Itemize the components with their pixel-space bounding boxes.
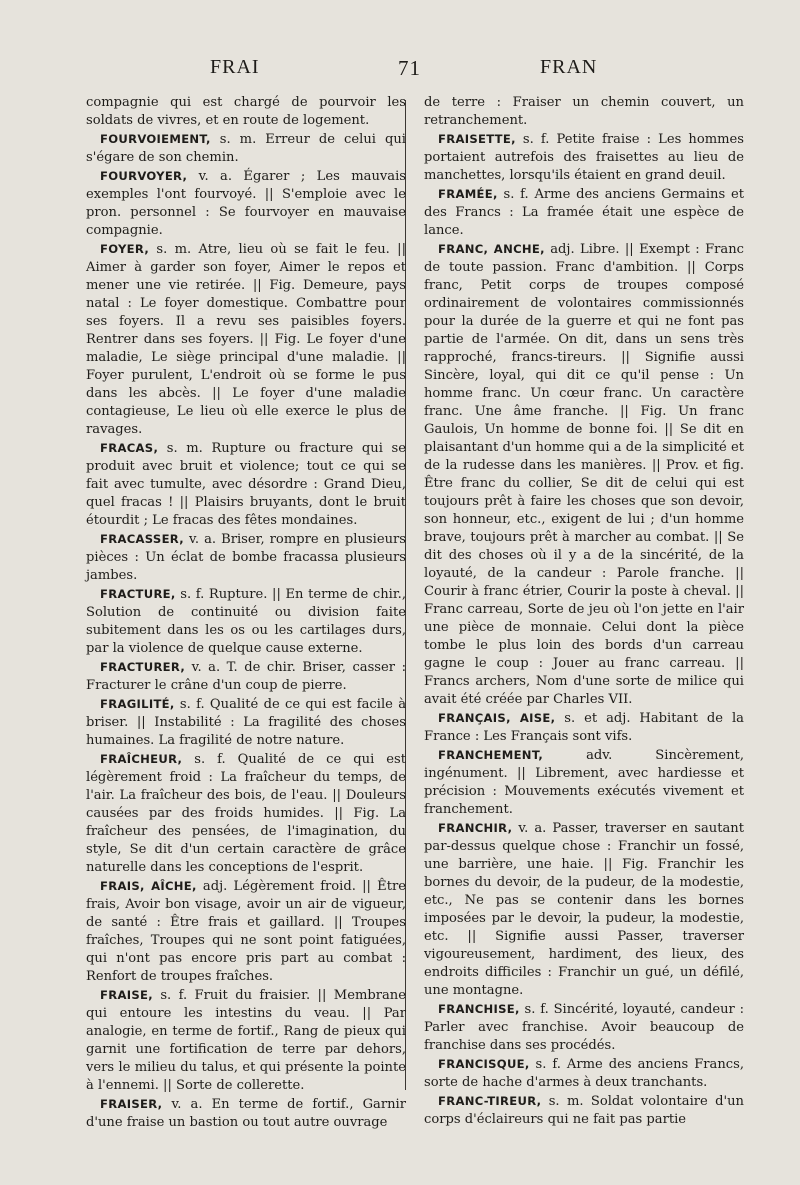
dictionary-entry — [86, 167, 406, 240]
entry-headword: FRAISE, — [100, 988, 153, 1002]
entry-definition: s. f. Arme des anciens Germains et des Francs : La framée était une espèce de lance. — [424, 187, 744, 238]
dictionary-entry — [424, 1000, 744, 1055]
dictionary-entry — [86, 695, 406, 750]
header-left-guideword: FRAI — [210, 56, 260, 78]
entry-definition: s. f. Fruit du fraisier. || Membrane qui entoure les intestins du veau. || Par analogie, en terme de fortif., Rang de pieux qui garnit une fortification de terre par dehors, vers le milieu du talus, et qui présente la pointe à l'ennemi. || Sorte de collerette. — [86, 988, 406, 1093]
entry-headword: FRAMÉE, — [438, 187, 498, 201]
entry-definition: v. a. Passer, traverser en sautant par-dessus quelque chose : Franchir un fossé, une barrière, une haie. || Fig. Franchir les bornes du devoir, de la pudeur, de la modestie, etc., Ne pas se contenir dans les bornes imposées par le devoir, la pudeur, la modestie, etc. || Signifie aussi Passer, traverser vigoureusement, hardiment, des lieux, des endroits difficiles : Franchir un gué, un défilé, une montagne. — [424, 821, 744, 998]
entry-definition: s. f. Qualité de ce qui est légèrement froid : La fraîcheur du temps, de l'air. La fraîcheur des bois, de l'eau. || Douleurs causées par des froids humides. || Fig. La fraîcheur des pensées, de l'imagination, du style, Se dit d'un certain caractère de grâce naturelle dans les conceptions de l'esprit. — [86, 752, 406, 875]
entry-headword: FRANCHIR, — [438, 821, 513, 835]
dictionary-entry — [86, 439, 406, 530]
entry-definition: s. m. Erreur de celui qui s'égare de son chemin. — [86, 132, 406, 165]
entry-headword: FRAÎCHEUR, — [100, 752, 183, 766]
entry-headword: FRANCHEMENT, — [438, 748, 544, 762]
left-column — [86, 94, 406, 1132]
dictionary-entry — [424, 240, 744, 709]
entry-headword: FRANCISQUE, — [438, 1057, 530, 1071]
entry-headword: FRANC, ANCHE, — [438, 242, 545, 256]
entry-definition: v. a. Égarer ; Les mauvais exemples l'ont fourvoyé. || S'emploie avec le pron. personnel : Se fourvoyer en mauvaise compagnie. — [86, 169, 406, 238]
left-entries — [86, 130, 406, 1132]
right-entries — [424, 130, 744, 1129]
entry-definition: s. f. Petite fraise : Les hommes portaient autrefois des fraisettes au lieu de manchettes, lorsqu'ils étaient en grand deuil. — [424, 132, 744, 183]
entry-definition: s. m. Atre, lieu où se fait le feu. || Aimer à garder son foyer, Aimer le repos et mener une vie retirée. || Fig. Demeure, pays natal : Le foyer domestique. Combattre pour ses foyers. Il a revu ses paisibles foyers. Rentrer dans ses foyers. || Fig. Le foyer d'une maladie, Le siège principal d'une maladie. || Foyer purulent, L'endroit où se forme le pus dans les abcès. || Le foyer d'une maladie contagieuse, Le lieu où elle exerce le plus de ravages. — [86, 242, 406, 437]
entry-headword: FRAGILITÉ, — [100, 697, 175, 711]
page-header — [80, 56, 740, 86]
dictionary-entry — [424, 709, 744, 746]
dictionary-entry — [86, 750, 406, 877]
page-number: 71 — [398, 56, 421, 80]
dictionary-entry — [86, 877, 406, 986]
entry-definition: adj. Légèrement froid. || Être frais, Avoir bon visage, avoir un air de vigueur, de santé : Être frais et gaillard. || Troupes fraîches, Troupes qui ne sont point fatiguées, qui n'ont pas encore pris part au combat : Renfort de troupes fraîches. — [86, 879, 406, 984]
entry-headword: FRAIS, AÎCHE, — [100, 879, 197, 893]
entry-definition: s. m. Rupture ou fracture qui se produit avec bruit et violence; tout ce qui se fait avec tumulte, avec désordre : Grand Dieu, quel fracas ! || Plaisirs bruyants, dont le bruit étourdit ; Le fracas des fêtes mondaines. — [86, 441, 406, 528]
entry-definition: v. a. Briser, rompre en plusieurs pièces : Un éclat de bombe fracassa plusieurs jambes. — [86, 532, 406, 583]
dictionary-entry — [424, 1055, 744, 1092]
entry-headword: FOURVOYER, — [100, 169, 188, 183]
dictionary-entry — [424, 819, 744, 1000]
dictionary-entry — [86, 658, 406, 695]
entry-headword: FRACASSER, — [100, 532, 184, 546]
entry-definition: v. a. En terme de fortif., Garnir d'une fraise un bastion ou tout autre ouvrage — [86, 1097, 406, 1130]
dictionary-entry — [424, 185, 744, 240]
entry-headword: FOYER, — [100, 242, 150, 256]
entry-headword: FRANCHISE, — [438, 1002, 520, 1016]
header-right-guideword: FRAN — [540, 56, 598, 78]
entry-definition: s. et adj. Habitant de la France : Les Français sont vifs. — [424, 711, 744, 744]
left-continuation: compagnie qui est chargé de pourvoir les soldats de vivres, et en route de logement. — [86, 95, 406, 128]
entry-definition: s. f. Qualité de ce qui est facile à briser. || Instabilité : La fragilité des choses humaines. La fragilité de notre nature. — [86, 697, 406, 748]
dictionary-entry — [86, 1095, 406, 1132]
entry-definition: adj. Libre. || Exempt : Franc de toute passion. Franc d'ambition. || Corps franc, Petit corps de troupes composé ordinairement de volontaires commissionnés pour la durée de la guerre et qui ne font pas partie de l'armée. On dit, dans un sens très rapproché, francs-tireurs. || Signifie aussi Sincère, loyal, qui dit ce qu'il pense : Un homme franc. Un cœur franc. Un caractère franc. Une âme franche. || Fig. Un franc Gaulois, Un homme de bonne foi. || Se dit en plaisantant d'un homme qui a de la simplicité et de la rudesse dans les manières. || Prov. et fig. Être franc du collier, Se dit de celui qui est toujours prêt à faire les choses que son devoir, son honneur, etc., exigent de lui ; d'un homme brave, toujours prêt à marcher au combat. || Se dit des choses où il y a de la sincérité, de la loyauté, de la candeur : Parole franche. || Courir à franc étrier, Courir la poste à cheval. || Franc carreau, Sorte de jeu où l'on jette en l'air une pièce de monnaie. Celui dont la pièce tombe le plus loin des bords d'un carreau gagne le coup : Jouer au franc carreau. || Francs archers, Nom d'une sorte de milice qui avait été créée par Charles VII. — [424, 242, 744, 707]
entry-headword: FRANÇAIS, AISE, — [438, 711, 556, 725]
entry-definition: s. f. Sincérité, loyauté, candeur : Parler avec franchise. Avoir beaucoup de franchise dans ses procédés. — [424, 1002, 744, 1053]
dictionary-entry — [86, 130, 406, 167]
entry-definition: s. f. Arme des anciens Francs, sorte de hache d'armes à deux tranchants. — [424, 1057, 744, 1090]
dictionary-entry — [424, 1092, 744, 1129]
dictionary-entry — [424, 130, 744, 185]
entry-headword: FRACAS, — [100, 441, 159, 455]
entry-definition: v. a. T. de chir. Briser, casser : Fracturer le crâne d'un coup de pierre. — [86, 660, 406, 693]
dictionary-entry — [86, 530, 406, 585]
dictionary-entry — [86, 986, 406, 1095]
entry-headword: FRANC-TIREUR, — [438, 1094, 542, 1108]
right-column — [424, 94, 744, 1129]
entry-definition: s. f. Rupture. || En terme de chir., Solution de continuité ou division faite subitement dans les os ou les cartilages durs, par la violence de quelque cause externe. — [86, 587, 406, 656]
dictionary-entry — [86, 240, 406, 439]
entry-headword: FRAISETTE, — [438, 132, 516, 146]
dictionary-entry — [424, 746, 744, 819]
entry-headword: FRACTURE, — [100, 587, 176, 601]
entry-definition: adv. Sincèrement, ingénument. || Librement, avec hardiesse et précision : Mouvements exécutés vivement et franchement. — [424, 748, 744, 817]
entry-headword: FOURVOIEMENT, — [100, 132, 211, 146]
dictionary-entry — [86, 585, 406, 658]
entry-headword: FRACTURER, — [100, 660, 186, 674]
entry-definition: s. m. Soldat volontaire d'un corps d'éclaireurs qui ne fait pas partie — [424, 1094, 744, 1127]
entry-headword: FRAISER, — [100, 1097, 163, 1111]
right-continuation: de terre : Fraiser un chemin couvert, un retranchement. — [424, 95, 744, 128]
